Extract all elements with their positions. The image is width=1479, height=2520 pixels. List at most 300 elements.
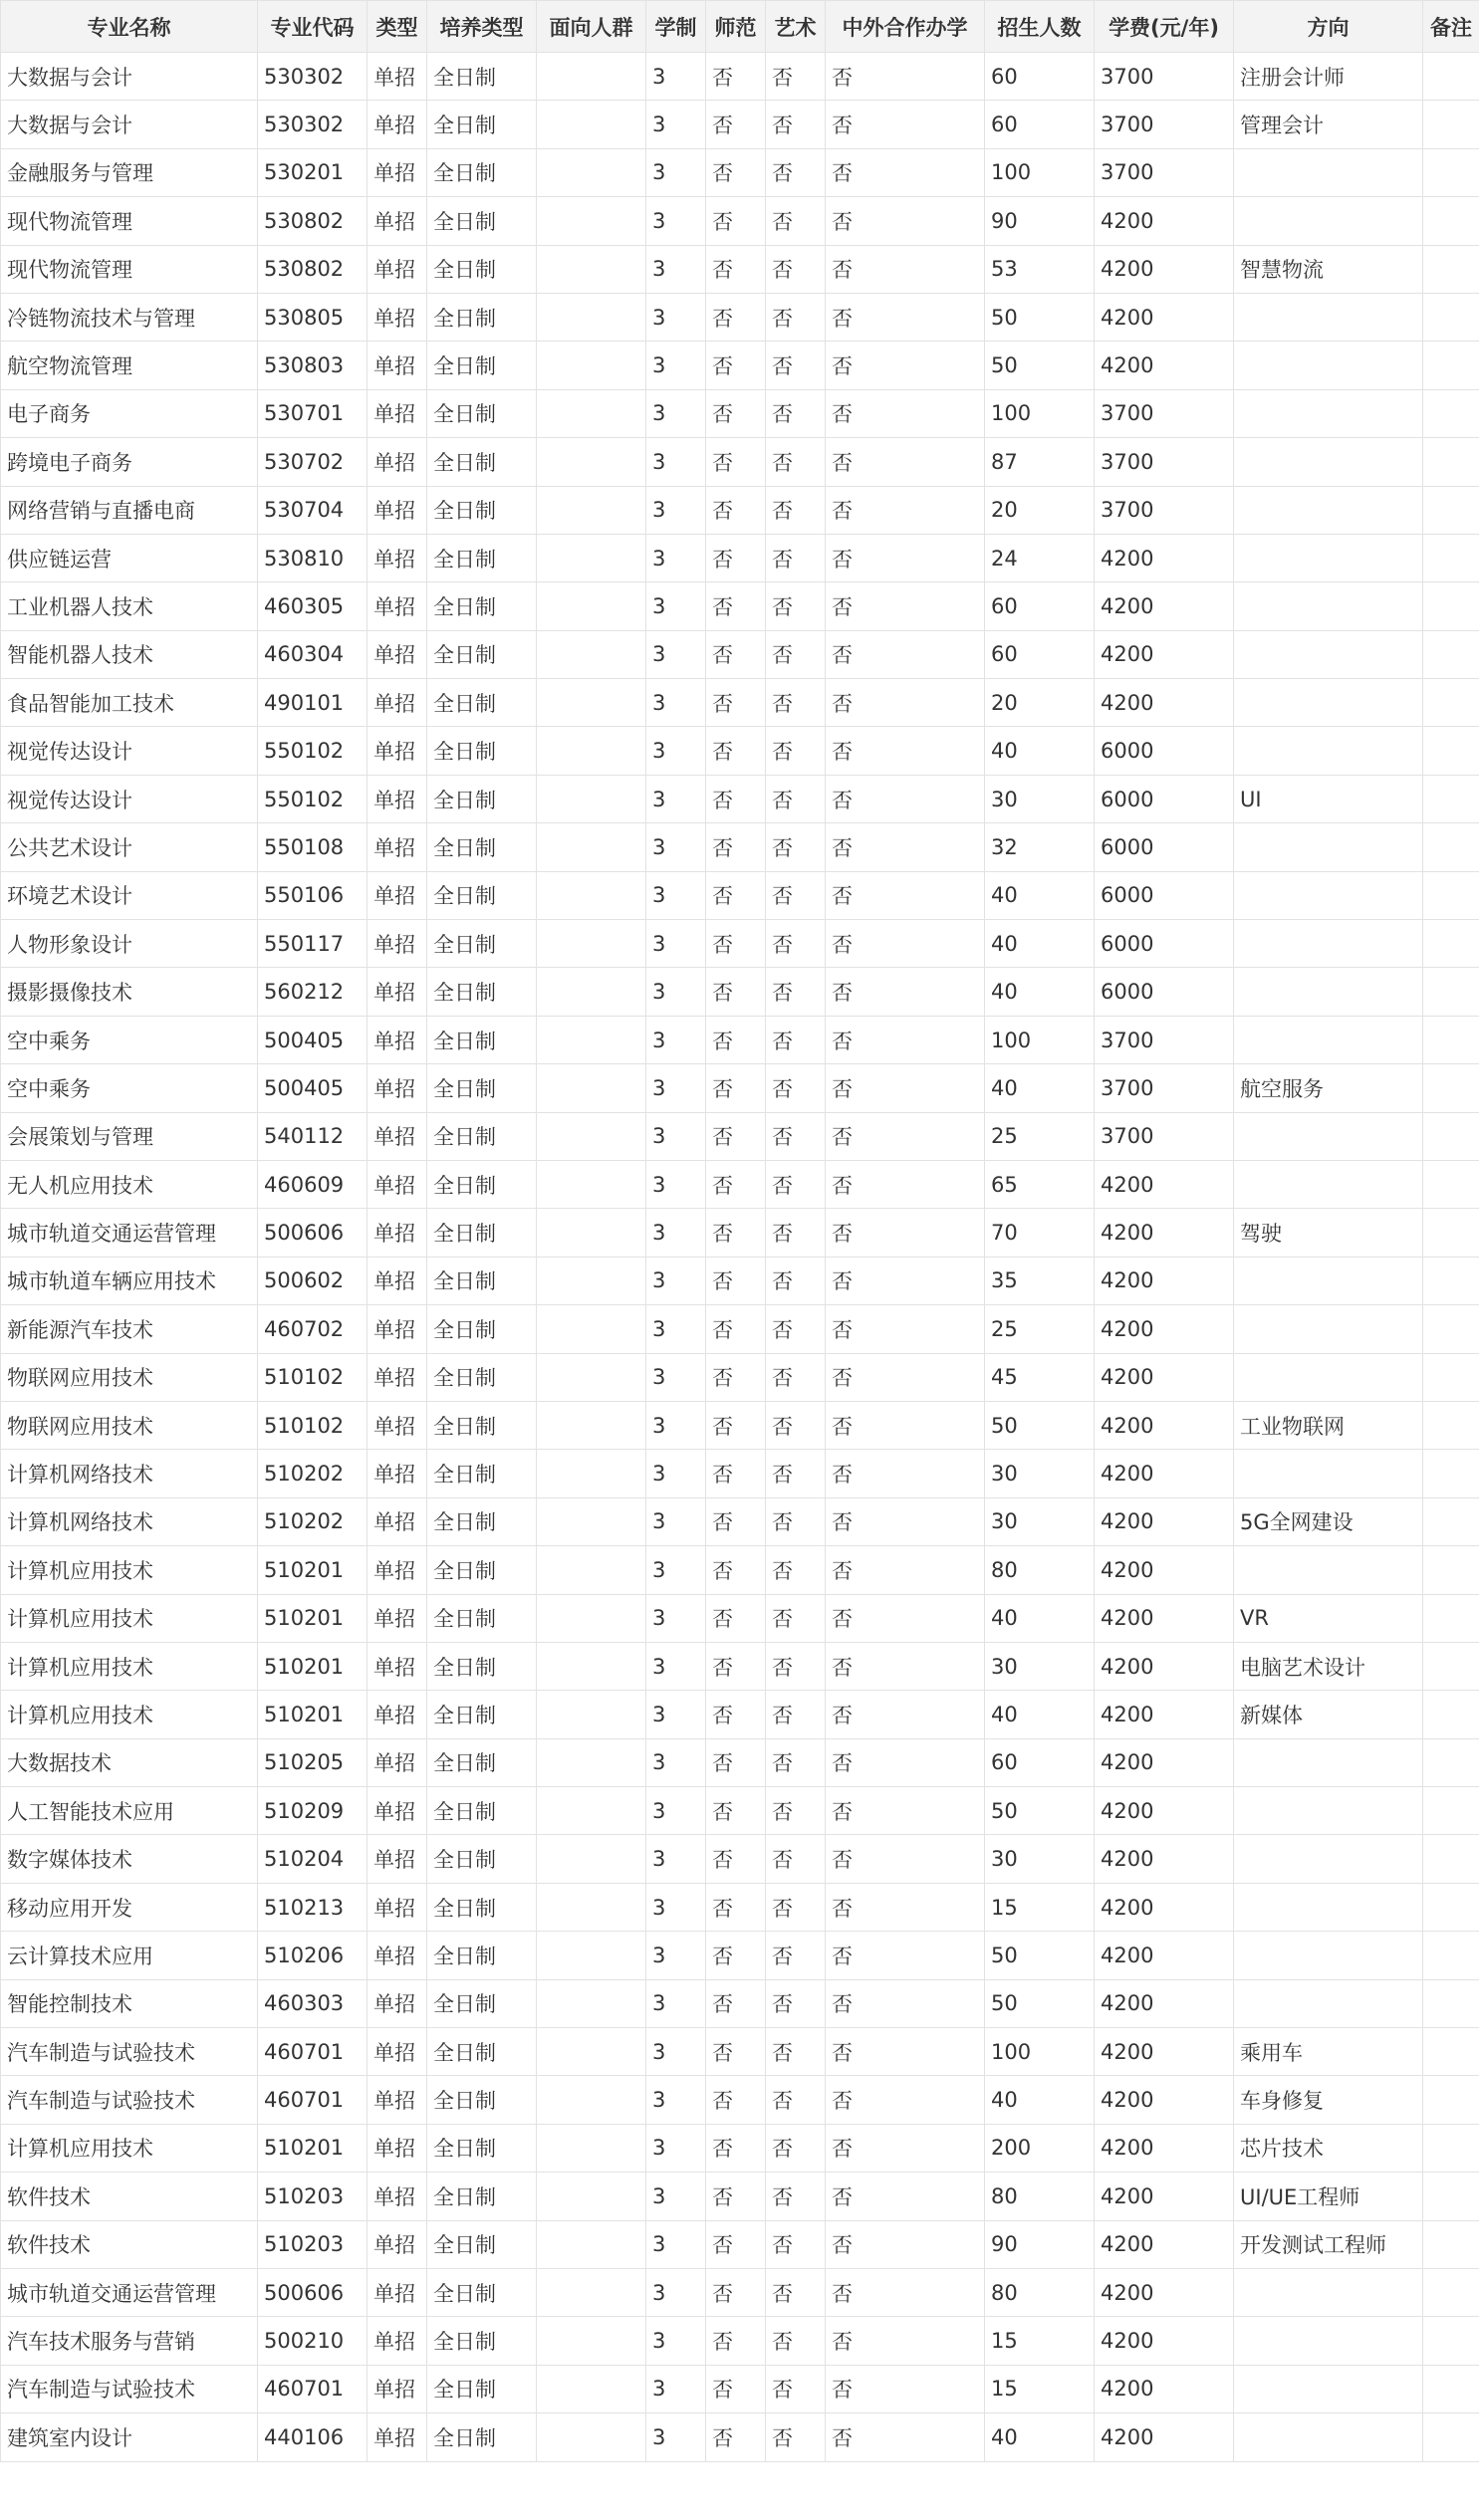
study-mode-cell: 全日制: [427, 101, 537, 148]
teacher-training-cell: 否: [706, 245, 766, 293]
type-cell: 单招: [368, 1160, 427, 1208]
enrollment-cell: 35: [985, 1257, 1095, 1304]
major-code-cell: 530201: [258, 148, 368, 196]
tuition-cell: 3700: [1095, 1112, 1234, 1160]
major-name-cell: 空中乘务: [1, 1064, 258, 1112]
duration-cell: 3: [646, 968, 706, 1016]
remark-cell: [1423, 968, 1479, 1016]
tuition-cell: 6000: [1095, 727, 1234, 775]
major-code-cell: 530810: [258, 534, 368, 581]
major-code-cell: 500210: [258, 2317, 368, 2365]
duration-cell: 3: [646, 1016, 706, 1063]
table-row: [1, 630, 1479, 678]
teacher-training-cell: 否: [706, 2220, 766, 2268]
teacher-training-cell: 否: [706, 293, 766, 341]
major-code-cell: 550106: [258, 871, 368, 919]
sino-foreign-cell: 否: [826, 293, 985, 341]
sino-foreign-cell: 否: [826, 582, 985, 630]
enrollment-cell: 40: [985, 1691, 1095, 1738]
type-cell: 单招: [368, 1979, 427, 2027]
major-code-cell: 530802: [258, 197, 368, 245]
target-group-cell: [537, 53, 646, 101]
header-cell: 艺术: [766, 1, 826, 53]
remark-cell: [1423, 1401, 1479, 1449]
sino-foreign-cell: 否: [826, 1594, 985, 1642]
art-cell: 否: [766, 920, 826, 968]
table-row: [1, 1738, 1479, 1786]
major-name-cell: 汽车技术服务与营销: [1, 2317, 258, 2365]
art-cell: 否: [766, 438, 826, 486]
duration-cell: 3: [646, 2028, 706, 2076]
duration-cell: 3: [646, 1883, 706, 1931]
major-code-cell: 460702: [258, 1305, 368, 1353]
study-mode-cell: 全日制: [427, 389, 537, 437]
tuition-cell: 4200: [1095, 1209, 1234, 1257]
direction-cell: 新媒体: [1234, 1691, 1423, 1738]
major-name-cell: 计算机网络技术: [1, 1497, 258, 1545]
remark-cell: [1423, 2028, 1479, 2076]
major-name-cell: 数字媒体技术: [1, 1835, 258, 1883]
major-code-cell: 500606: [258, 2268, 368, 2316]
table-row: [1, 1257, 1479, 1304]
enrollment-cell: 100: [985, 2028, 1095, 2076]
sino-foreign-cell: 否: [826, 1497, 985, 1545]
enrollment-cell: 100: [985, 148, 1095, 196]
major-code-cell: 500602: [258, 1257, 368, 1304]
table-row: [1, 1979, 1479, 2027]
tuition-cell: 4200: [1095, 2365, 1234, 2412]
teacher-training-cell: 否: [706, 1401, 766, 1449]
major-name-cell: 大数据与会计: [1, 101, 258, 148]
duration-cell: 3: [646, 486, 706, 534]
target-group-cell: [537, 2173, 646, 2220]
tuition-cell: 3700: [1095, 101, 1234, 148]
teacher-training-cell: 否: [706, 871, 766, 919]
major-name-cell: 计算机应用技术: [1, 1546, 258, 1594]
teacher-training-cell: 否: [706, 582, 766, 630]
duration-cell: 3: [646, 2268, 706, 2316]
remark-cell: [1423, 1497, 1479, 1545]
teacher-training-cell: 否: [706, 1979, 766, 2027]
target-group-cell: [537, 1209, 646, 1257]
tuition-cell: 3700: [1095, 389, 1234, 437]
remark-cell: [1423, 53, 1479, 101]
target-group-cell: [537, 630, 646, 678]
type-cell: 单招: [368, 2076, 427, 2124]
duration-cell: 3: [646, 920, 706, 968]
target-group-cell: [537, 2028, 646, 2076]
remark-cell: [1423, 1016, 1479, 1063]
direction-cell: 电脑艺术设计: [1234, 1642, 1423, 1690]
major-code-cell: 500606: [258, 1209, 368, 1257]
direction-cell: [1234, 342, 1423, 389]
major-name-cell: 现代物流管理: [1, 197, 258, 245]
major-code-cell: 510203: [258, 2173, 368, 2220]
direction-cell: [1234, 920, 1423, 968]
sino-foreign-cell: 否: [826, 1209, 985, 1257]
enrollment-cell: 30: [985, 1450, 1095, 1497]
tuition-cell: 4200: [1095, 1305, 1234, 1353]
tuition-cell: 6000: [1095, 775, 1234, 822]
enrollment-cell: 40: [985, 871, 1095, 919]
major-code-cell: 550102: [258, 775, 368, 822]
sino-foreign-cell: 否: [826, 2317, 985, 2365]
study-mode-cell: 全日制: [427, 1353, 537, 1401]
enrollment-cell: 40: [985, 968, 1095, 1016]
sino-foreign-cell: 否: [826, 1787, 985, 1835]
remark-cell: [1423, 2124, 1479, 2172]
type-cell: 单招: [368, 2317, 427, 2365]
sino-foreign-cell: 否: [826, 920, 985, 968]
major-code-cell: 510202: [258, 1497, 368, 1545]
sino-foreign-cell: 否: [826, 1642, 985, 1690]
table-row: [1, 342, 1479, 389]
type-cell: 单招: [368, 2173, 427, 2220]
type-cell: 单招: [368, 1691, 427, 1738]
direction-cell: [1234, 1883, 1423, 1931]
major-code-cell: 530803: [258, 342, 368, 389]
teacher-training-cell: 否: [706, 486, 766, 534]
table-row: [1, 2124, 1479, 2172]
study-mode-cell: 全日制: [427, 2076, 537, 2124]
direction-cell: [1234, 197, 1423, 245]
sino-foreign-cell: 否: [826, 1160, 985, 1208]
duration-cell: 3: [646, 2317, 706, 2365]
sino-foreign-cell: 否: [826, 342, 985, 389]
teacher-training-cell: 否: [706, 1691, 766, 1738]
duration-cell: 3: [646, 630, 706, 678]
study-mode-cell: 全日制: [427, 2124, 537, 2172]
teacher-training-cell: 否: [706, 148, 766, 196]
study-mode-cell: 全日制: [427, 1016, 537, 1063]
art-cell: 否: [766, 2028, 826, 2076]
target-group-cell: [537, 2268, 646, 2316]
table-row: [1, 1497, 1479, 1545]
table-row: [1, 2028, 1479, 2076]
duration-cell: 3: [646, 1353, 706, 1401]
study-mode-cell: 全日制: [427, 293, 537, 341]
remark-cell: [1423, 1064, 1479, 1112]
art-cell: 否: [766, 2173, 826, 2220]
sino-foreign-cell: 否: [826, 1835, 985, 1883]
direction-cell: [1234, 2365, 1423, 2412]
major-code-cell: 530704: [258, 486, 368, 534]
tuition-cell: 4200: [1095, 342, 1234, 389]
header-cell: 面向人群: [537, 1, 646, 53]
direction-cell: [1234, 1835, 1423, 1883]
duration-cell: 3: [646, 1691, 706, 1738]
tuition-cell: 4200: [1095, 1353, 1234, 1401]
tuition-cell: 4200: [1095, 2028, 1234, 2076]
direction-cell: [1234, 968, 1423, 1016]
target-group-cell: [537, 727, 646, 775]
table-row: [1, 1064, 1479, 1112]
teacher-training-cell: 否: [706, 534, 766, 581]
enrollment-cell: 30: [985, 1835, 1095, 1883]
sino-foreign-cell: 否: [826, 630, 985, 678]
table-row: [1, 245, 1479, 293]
duration-cell: 3: [646, 1401, 706, 1449]
sino-foreign-cell: 否: [826, 871, 985, 919]
target-group-cell: [537, 1064, 646, 1112]
major-code-cell: 550102: [258, 727, 368, 775]
duration-cell: 3: [646, 197, 706, 245]
tuition-cell: 3700: [1095, 438, 1234, 486]
major-code-cell: 510202: [258, 1450, 368, 1497]
sino-foreign-cell: 否: [826, 389, 985, 437]
art-cell: 否: [766, 245, 826, 293]
type-cell: 单招: [368, 197, 427, 245]
art-cell: 否: [766, 1642, 826, 1690]
enrollment-cell: 100: [985, 1016, 1095, 1063]
major-name-cell: 汽车制造与试验技术: [1, 2076, 258, 2124]
teacher-training-cell: 否: [706, 679, 766, 727]
teacher-training-cell: 否: [706, 1594, 766, 1642]
remark-cell: [1423, 1209, 1479, 1257]
major-name-cell: 汽车制造与试验技术: [1, 2365, 258, 2412]
major-name-cell: 网络营销与直播电商: [1, 486, 258, 534]
art-cell: 否: [766, 197, 826, 245]
teacher-training-cell: 否: [706, 1209, 766, 1257]
table-row: [1, 2076, 1479, 2124]
remark-cell: [1423, 2317, 1479, 2365]
art-cell: 否: [766, 1450, 826, 1497]
art-cell: 否: [766, 2124, 826, 2172]
remark-cell: [1423, 1450, 1479, 1497]
type-cell: 单招: [368, 293, 427, 341]
major-name-cell: 环境艺术设计: [1, 871, 258, 919]
art-cell: 否: [766, 630, 826, 678]
teacher-training-cell: 否: [706, 438, 766, 486]
type-cell: 单招: [368, 2413, 427, 2461]
target-group-cell: [537, 1112, 646, 1160]
enrollment-cell: 80: [985, 2268, 1095, 2316]
target-group-cell: [537, 2317, 646, 2365]
direction-cell: 5G全网建设: [1234, 1497, 1423, 1545]
study-mode-cell: 全日制: [427, 486, 537, 534]
enrollment-cell: 15: [985, 2365, 1095, 2412]
major-code-cell: 510201: [258, 2124, 368, 2172]
type-cell: 单招: [368, 53, 427, 101]
enrollment-cell: 50: [985, 1787, 1095, 1835]
table-row: [1, 486, 1479, 534]
teacher-training-cell: 否: [706, 1738, 766, 1786]
art-cell: 否: [766, 1594, 826, 1642]
study-mode-cell: 全日制: [427, 727, 537, 775]
tuition-cell: 4200: [1095, 630, 1234, 678]
target-group-cell: [537, 1305, 646, 1353]
remark-cell: [1423, 1691, 1479, 1738]
teacher-training-cell: 否: [706, 823, 766, 871]
table-row: [1, 823, 1479, 871]
tuition-cell: 4200: [1095, 679, 1234, 727]
enrollment-cell: 50: [985, 1979, 1095, 2027]
remark-cell: [1423, 293, 1479, 341]
enrollment-cell: 30: [985, 1642, 1095, 1690]
remark-cell: [1423, 438, 1479, 486]
major-name-cell: 计算机应用技术: [1, 1642, 258, 1690]
study-mode-cell: 全日制: [427, 823, 537, 871]
direction-cell: [1234, 148, 1423, 196]
remark-cell: [1423, 1787, 1479, 1835]
type-cell: 单招: [368, 1738, 427, 1786]
direction-cell: [1234, 1738, 1423, 1786]
study-mode-cell: 全日制: [427, 679, 537, 727]
target-group-cell: [537, 1160, 646, 1208]
tuition-cell: 4200: [1095, 1883, 1234, 1931]
major-name-cell: 金融服务与管理: [1, 148, 258, 196]
sino-foreign-cell: 否: [826, 775, 985, 822]
art-cell: 否: [766, 1979, 826, 2027]
table-row: [1, 2413, 1479, 2461]
major-code-cell: 460701: [258, 2365, 368, 2412]
teacher-training-cell: 否: [706, 920, 766, 968]
header-cell: 专业代码: [258, 1, 368, 53]
duration-cell: 3: [646, 534, 706, 581]
header-cell: 学制: [646, 1, 706, 53]
tuition-cell: 4200: [1095, 582, 1234, 630]
study-mode-cell: 全日制: [427, 1401, 537, 1449]
study-mode-cell: 全日制: [427, 1787, 537, 1835]
study-mode-cell: 全日制: [427, 2413, 537, 2461]
sino-foreign-cell: 否: [826, 53, 985, 101]
sino-foreign-cell: 否: [826, 1883, 985, 1931]
target-group-cell: [537, 1353, 646, 1401]
remark-cell: [1423, 389, 1479, 437]
duration-cell: 3: [646, 1112, 706, 1160]
duration-cell: 3: [646, 2365, 706, 2412]
direction-cell: [1234, 486, 1423, 534]
tuition-cell: 4200: [1095, 2173, 1234, 2220]
major-code-cell: 490101: [258, 679, 368, 727]
major-name-cell: 现代物流管理: [1, 245, 258, 293]
table-row: [1, 2317, 1479, 2365]
study-mode-cell: 全日制: [427, 1691, 537, 1738]
sino-foreign-cell: 否: [826, 1353, 985, 1401]
remark-cell: [1423, 1979, 1479, 2027]
target-group-cell: [537, 679, 646, 727]
target-group-cell: [537, 1450, 646, 1497]
header-row: [1, 1, 1479, 53]
table-row: [1, 197, 1479, 245]
teacher-training-cell: 否: [706, 2076, 766, 2124]
tuition-cell: 3700: [1095, 1016, 1234, 1063]
major-name-cell: 新能源汽车技术: [1, 1305, 258, 1353]
art-cell: 否: [766, 1932, 826, 1979]
direction-cell: [1234, 1160, 1423, 1208]
table-row: [1, 2268, 1479, 2316]
remark-cell: [1423, 2173, 1479, 2220]
teacher-training-cell: 否: [706, 1450, 766, 1497]
sino-foreign-cell: 否: [826, 1305, 985, 1353]
art-cell: 否: [766, 534, 826, 581]
art-cell: 否: [766, 679, 826, 727]
direction-cell: VR: [1234, 1594, 1423, 1642]
duration-cell: 3: [646, 679, 706, 727]
target-group-cell: [537, 342, 646, 389]
type-cell: 单招: [368, 871, 427, 919]
teacher-training-cell: 否: [706, 1835, 766, 1883]
duration-cell: 3: [646, 245, 706, 293]
type-cell: 单招: [368, 920, 427, 968]
art-cell: 否: [766, 823, 826, 871]
major-name-cell: 工业机器人技术: [1, 582, 258, 630]
remark-cell: [1423, 1257, 1479, 1304]
enrollment-cell: 50: [985, 1932, 1095, 1979]
direction-cell: [1234, 389, 1423, 437]
sino-foreign-cell: 否: [826, 1064, 985, 1112]
major-name-cell: 汽车制造与试验技术: [1, 2028, 258, 2076]
art-cell: 否: [766, 2413, 826, 2461]
remark-cell: [1423, 486, 1479, 534]
sino-foreign-cell: 否: [826, 2365, 985, 2412]
major-code-cell: 460701: [258, 2028, 368, 2076]
tuition-cell: 6000: [1095, 823, 1234, 871]
duration-cell: 3: [646, 293, 706, 341]
type-cell: 单招: [368, 2268, 427, 2316]
enrollment-cell: 20: [985, 679, 1095, 727]
art-cell: 否: [766, 1112, 826, 1160]
header-cell: 类型: [368, 1, 427, 53]
type-cell: 单招: [368, 486, 427, 534]
art-cell: 否: [766, 775, 826, 822]
tuition-cell: 4200: [1095, 2220, 1234, 2268]
teacher-training-cell: 否: [706, 1160, 766, 1208]
direction-cell: UI: [1234, 775, 1423, 822]
study-mode-cell: 全日制: [427, 1497, 537, 1545]
enrollment-cell: 80: [985, 2173, 1095, 2220]
type-cell: 单招: [368, 1209, 427, 1257]
enrollment-cell: 40: [985, 1064, 1095, 1112]
major-name-cell: 跨境电子商务: [1, 438, 258, 486]
art-cell: 否: [766, 968, 826, 1016]
major-code-cell: 510102: [258, 1401, 368, 1449]
teacher-training-cell: 否: [706, 2413, 766, 2461]
enrollment-cell: 100: [985, 389, 1095, 437]
major-name-cell: 计算机应用技术: [1, 1691, 258, 1738]
target-group-cell: [537, 2076, 646, 2124]
type-cell: 单招: [368, 2124, 427, 2172]
major-name-cell: 城市轨道车辆应用技术: [1, 1257, 258, 1304]
major-name-cell: 移动应用开发: [1, 1883, 258, 1931]
major-code-cell: 510205: [258, 1738, 368, 1786]
type-cell: 单招: [368, 1787, 427, 1835]
duration-cell: 3: [646, 101, 706, 148]
teacher-training-cell: 否: [706, 2365, 766, 2412]
type-cell: 单招: [368, 1835, 427, 1883]
remark-cell: [1423, 1835, 1479, 1883]
major-name-cell: 航空物流管理: [1, 342, 258, 389]
study-mode-cell: 全日制: [427, 2317, 537, 2365]
tuition-cell: 4200: [1095, 1691, 1234, 1738]
target-group-cell: [537, 438, 646, 486]
art-cell: 否: [766, 1160, 826, 1208]
type-cell: 单招: [368, 1497, 427, 1545]
study-mode-cell: 全日制: [427, 1209, 537, 1257]
table-row: [1, 1787, 1479, 1835]
tuition-cell: 4200: [1095, 293, 1234, 341]
type-cell: 单招: [368, 2220, 427, 2268]
direction-cell: [1234, 1979, 1423, 2027]
remark-cell: [1423, 2268, 1479, 2316]
art-cell: 否: [766, 1738, 826, 1786]
target-group-cell: [537, 389, 646, 437]
major-code-cell: 550108: [258, 823, 368, 871]
type-cell: 单招: [368, 101, 427, 148]
remark-cell: [1423, 1594, 1479, 1642]
tuition-cell: 4200: [1095, 1497, 1234, 1545]
enrollment-cell: 60: [985, 630, 1095, 678]
